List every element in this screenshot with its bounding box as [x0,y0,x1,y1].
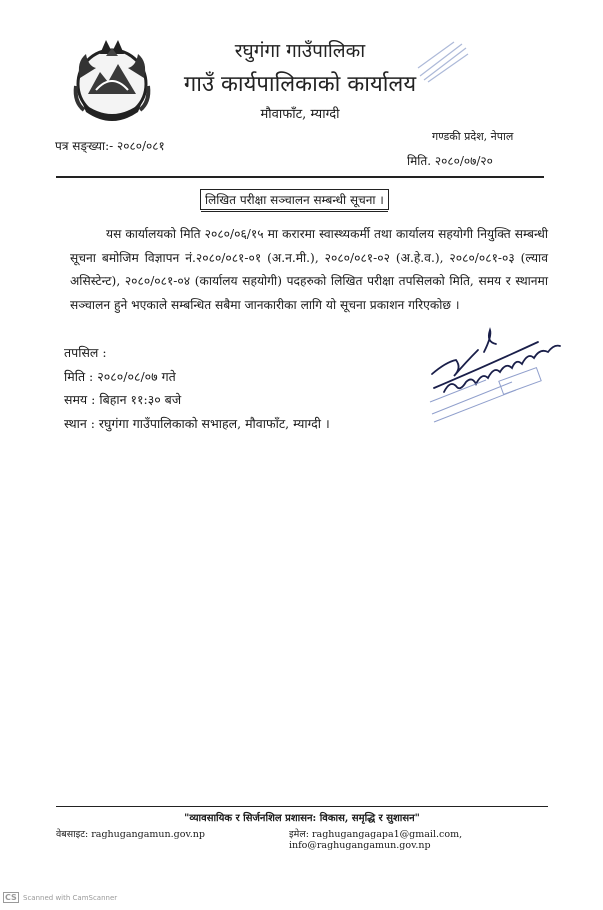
details-heading: तपसिल : [64,345,107,360]
office-location: मौवाफाँट, म्याग्दी [260,107,340,122]
stamp-icon [414,38,470,84]
notice-paragraph: यस कार्यालयको मिति २०८०/०६/१५ मा करारमा स्वास्थ्यकर्मी तथा कार्यालय सहयोगी नियुक्ति सम्बन्धी सूचना बमोजिम विज्ञापन नं.२०८०/०८१-०१ (अ.न.मी.), २०८०/०८१-०२ (अ.हे.व.), २०८०/०८१-०३ (ल्याव असिस्टेन्ट), २०८०/०८१-०४ (कार्यालय सहयोगी) पदहरुको लिखित परीक्षा तपसिलको मिति, समय र स्थानमा सञ्चालन हुने भएकाले सम्बन्धित सबैमा जानकारीका लागि यो सूचना प्रकाशन गरिएकोछ । [70,227,548,312]
camscanner-logo-icon: CS [5,893,17,902]
footer-motto: "व्यावसायिक र सिर्जनशिल प्रशासन: विकास, समृद्धि र सुशासन" [184,813,420,824]
footer-email: इमेल: raghugangagapa1@gmail.com, info@raghugangamun.gov.np [289,829,463,851]
province: गण्डकी प्रदेश, नेपाल [432,130,514,143]
exam-place: स्थान : रघुगंगा गाउँपालिकाको सभाहल, मौवाफाँट, म्याग्दी । [64,415,330,431]
schedule-details [64,341,330,435]
scanner-watermark [3,892,117,903]
notice-body [70,223,548,317]
footer-divider [56,806,548,807]
scanner-text: Scanned with CamScanner [23,894,118,902]
nepal-emblem-icon [66,32,158,128]
footer-website: वेबसाइट: raghugangamun.gov.np [56,829,205,840]
org-name: रघुगंगा गाउँपालिका [234,40,366,62]
exam-time: समय : बिहान ११:३० बजे [64,392,182,407]
notice-subject: लिखित परीक्षा सञ्चालन सम्बन्धी सूचना । [200,189,389,210]
letter-date: मिति. २०८०/०७/२० [407,154,493,168]
header-divider [56,176,544,178]
office-name: गाउँ कार्यपालिकाको कार्यालय [183,72,417,97]
letter-number: पत्र सङ्ख्या:- २०८०/०८१ [55,139,165,153]
exam-date: मिति : २०८०/०८/०७ गते [64,368,176,384]
signature-icon [426,322,566,434]
